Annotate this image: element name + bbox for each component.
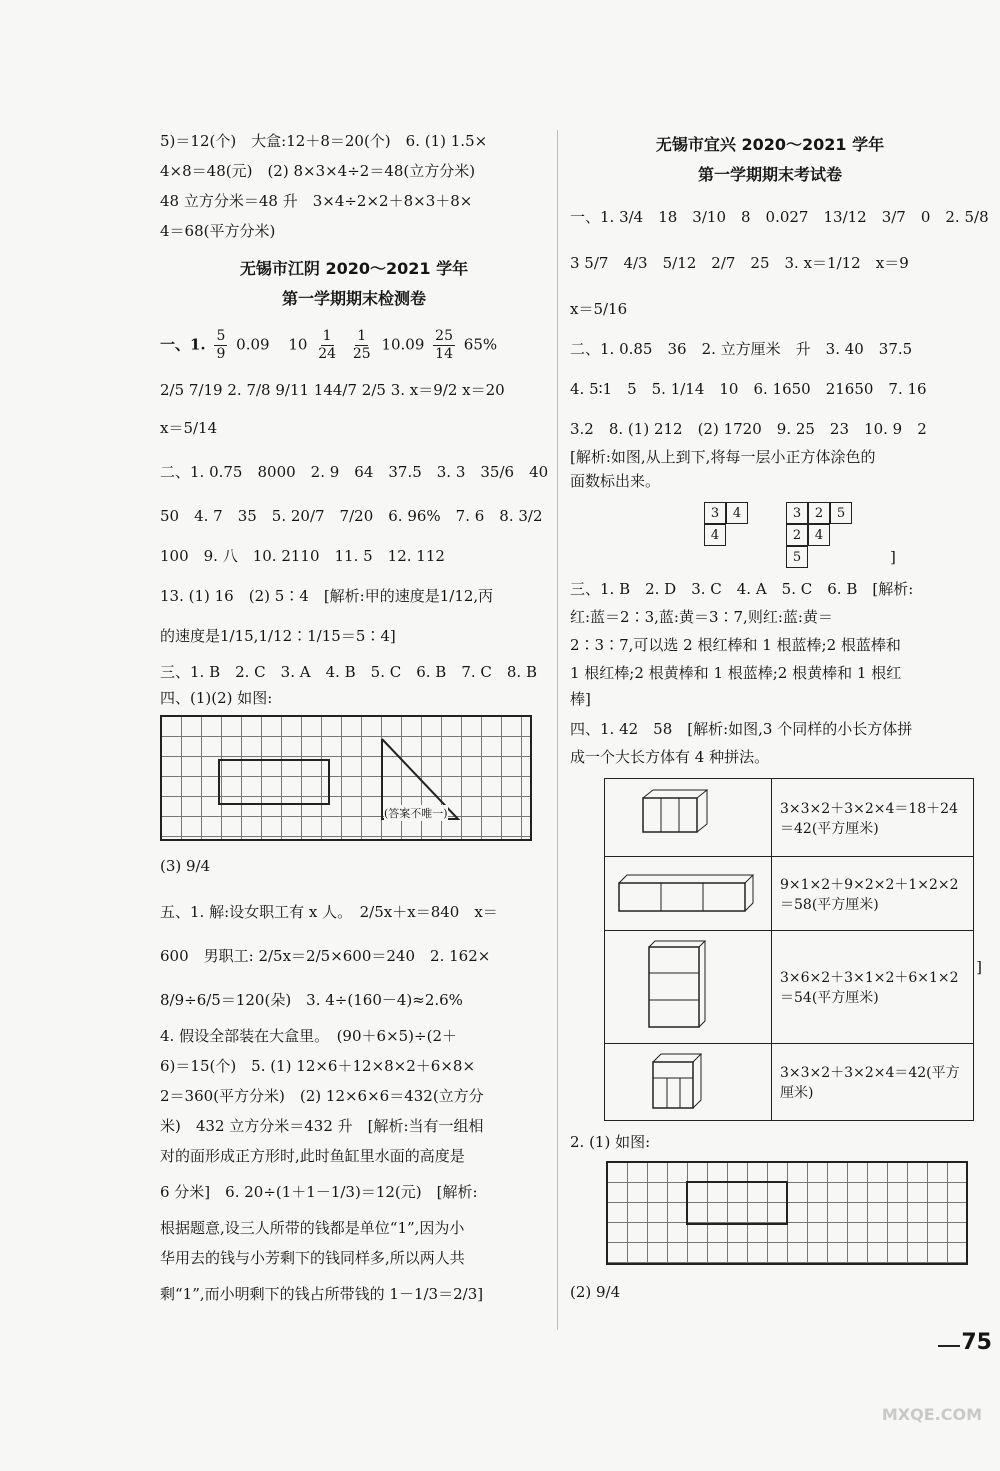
cube-figure-1: [704, 502, 748, 546]
answer-line: 2. (1) 如图:: [570, 1133, 651, 1151]
cube-figure-2: [786, 502, 852, 568]
formula-cell: 3×3×2＋3×2×4＝42(平方厘米): [772, 1044, 974, 1121]
answer-value: 0.09: [236, 335, 270, 354]
answer-line: 2＝360(平方分米) (2) 12×6×6＝432(立方分: [160, 1087, 484, 1105]
answer-line: (2) 9/4: [570, 1283, 621, 1301]
table-row: [605, 1044, 974, 1121]
figure-cell: [605, 857, 772, 931]
answer-line: [解析:如图,从上到下,将每一层小正方体涂色的: [570, 448, 876, 466]
rectangle-shape: [218, 759, 330, 805]
section-title: 无锡市宜兴 2020～2021 学年: [655, 135, 885, 154]
answer-value: 10.09: [381, 335, 425, 354]
cube-figures: [704, 502, 970, 568]
formula-cell: 9×1×2＋9×2×2＋1×2×2＝58(平方厘米): [772, 857, 974, 931]
page-dash: [938, 1345, 960, 1347]
answer-line: 四、1. 42 58 [解析:如图,3 个同样的小长方体拼: [570, 720, 913, 738]
cube-cell: 2: [786, 524, 808, 546]
cube-cell-empty: [830, 546, 852, 568]
answer-line: 3.2 8. (1) 212 (2) 1720 9. 25 23 10. 9 2: [570, 420, 927, 438]
cuboid-figure: [613, 867, 763, 917]
answer-line: 一、1. 3/4 18 3/10 8 0.027 13/12 3/7 0 2. 5/8: [570, 208, 989, 226]
left-column: [160, 130, 548, 1305]
formula-cell: 3×6×2＋3×1×2＋6×1×2＝54(平方厘米): [772, 931, 974, 1044]
answer-line: 剩“1”,而小明剩下的钱占所带钱的 1－1/3＝2/3]: [160, 1285, 484, 1303]
answer-line: 4. 5∶1 5 5. 1/14 10 6. 1650 21650 7. 16: [570, 380, 927, 398]
answer-line: 五、1. 解:设女职工有 x 人。 2/5x＋x＝840 x＝: [160, 903, 498, 921]
answer-line: 四、(1)(2) 如图:: [160, 689, 273, 707]
answer-line: 华用去的钱与小芳剩下的钱同样多,所以两人共: [160, 1249, 465, 1267]
cube-cell: 2: [808, 502, 830, 524]
answer-line: 600 男职工: 2/5x＝2/5×600＝240 2. 162×: [160, 947, 491, 965]
right-column: [570, 130, 989, 1303]
table-row: [605, 779, 974, 857]
answer-line: 2∶3∶7,可以选 2 根红棒和 1 根蓝棒;2 根蓝棒和: [570, 636, 901, 654]
answer-line: 棒]: [570, 690, 591, 708]
answer-line: [160, 328, 548, 363]
cube-cell-empty: [830, 524, 852, 546]
cube-cell: 4: [704, 524, 726, 546]
answer-line: 100 9. 八 10. 2110 11. 5 12. 112: [160, 547, 445, 565]
solution-table-wrap: [604, 778, 982, 1121]
answer-line: 成一个大长方体有 4 种拼法。: [570, 748, 770, 766]
grid-figure: [160, 715, 532, 841]
watermark: MXQE.COM: [881, 1405, 982, 1424]
answer-line: (3) 9/4: [160, 857, 211, 875]
fraction: $\frac{25}{14}$: [435, 328, 453, 362]
answer-line: 8/9÷6/5＝120(朵) 3. 4÷(160－4)≈2.6%: [160, 991, 463, 1009]
answer-line: 面数标出来。: [570, 472, 661, 490]
cuboid-figure: [613, 935, 723, 1035]
answer-line: 对的面形成正方形时,此时鱼缸里水面的高度是: [160, 1147, 465, 1165]
figure-cell: [605, 779, 772, 857]
cube-cell: 3: [786, 502, 808, 524]
answer-value: 65%: [463, 335, 498, 354]
answer-line: 3 5/7 4/3 5/12 2/7 25 3. x＝1/12 x＝9: [570, 254, 909, 272]
cube-cell: 5: [786, 546, 808, 568]
answer-line: 红:蓝＝2∶3,蓝:黄＝3∶7,则红:蓝:黄＝: [570, 608, 833, 626]
figure-cell: [605, 931, 772, 1044]
rectangle-shape: [686, 1181, 788, 1225]
solution-table: [604, 778, 974, 1121]
fraction: $\frac{5}{9}$: [216, 328, 226, 362]
answer-line: 6 分米] 6. 20÷(1＋1－1/3)＝12(元) [解析:: [160, 1183, 478, 1201]
bracket-close: ]: [976, 958, 982, 976]
text-line: 4×8＝48(元) (2) 8×3×4÷2＝48(立方分米): [160, 162, 476, 180]
table-row: [605, 931, 974, 1044]
answer-line: 根据题意,设三人所带的钱都是单位“1”,因为小: [160, 1219, 465, 1237]
cuboid-figure: [613, 1048, 723, 1112]
bracket-close: ]: [890, 548, 896, 566]
section-subtitle: 第一学期期末检测卷: [281, 289, 426, 308]
answer-value: 10: [288, 335, 308, 354]
cube-cell: 5: [830, 502, 852, 524]
answer-line: 2/5 7/19 2. 7/8 9/11 144/7 2/5 3. x＝9/2 x＝20: [160, 381, 505, 399]
answer-line: 的速度是1/15,1/12∶1/15＝5∶4]: [160, 627, 396, 645]
text-line: 5)＝12(个) 大盒:12＋8＝20(个) 6. (1) 1.5×: [160, 132, 488, 150]
cube-cell: 4: [808, 524, 830, 546]
answer-line: 4. 假设全部装在大盒里。 (90＋6×5)÷(2＋: [160, 1027, 457, 1045]
cube-cell-empty: [726, 524, 748, 546]
answer-line: 13. (1) 16 (2) 5∶4 [解析:甲的速度是1/12,丙: [160, 587, 494, 605]
section-subtitle: 第一学期期末考试卷: [697, 165, 842, 184]
cube-cell: 4: [726, 502, 748, 524]
section-title: 无锡市江阴 2020～2021 学年: [239, 259, 469, 278]
answer-line: 1 根红棒;2 根黄棒和 1 根蓝棒;2 根黄棒和 1 根红: [570, 664, 902, 682]
fraction: $\frac{1}{24}$: [318, 328, 337, 362]
grid-note: (答案不唯一): [384, 807, 448, 820]
text-line: 48 立方分米＝48 升 3×4÷2×2＋8×3＋8×: [160, 192, 473, 210]
cuboid-figure: [613, 786, 723, 846]
table-row: [605, 857, 974, 931]
answer-line: x＝5/14: [160, 419, 218, 437]
text-line: 4＝68(平方分米): [160, 222, 276, 240]
answer-line: 三、1. B 2. D 3. C 4. A 5. C 6. B [解析:: [570, 580, 914, 598]
answer-line: 6)＝15(个) 5. (1) 12×6＋12×8×2＋6×8×: [160, 1057, 476, 1075]
question-label: 一、1.: [160, 335, 206, 354]
answer-line: 二、1. 0.85 36 2. 立方厘米 升 3. 40 37.5: [570, 340, 913, 358]
answer-line: 米) 432 立方分米＝432 升 [解析:当有一组相: [160, 1117, 484, 1135]
column-divider: [557, 130, 558, 1330]
cube-cell-empty: [808, 546, 830, 568]
answer-line: x＝5/16: [570, 300, 628, 318]
fraction: $\frac{1}{25}$: [352, 328, 371, 362]
page-number: 75: [961, 1330, 992, 1355]
grid-figure: [606, 1161, 968, 1265]
answer-line: 50 4. 7 35 5. 20/7 7/20 6. 96% 7. 6 8. 3/2: [160, 507, 543, 525]
figure-cell: [605, 1044, 772, 1121]
cube-cell: 3: [704, 502, 726, 524]
answer-line: 二、1. 0.75 8000 2. 9 64 37.5 3. 3 35/6 40: [160, 463, 549, 481]
answer-line: 三、1. B 2. C 3. A 4. B 5. C 6. B 7. C 8. B: [160, 663, 537, 681]
formula-cell: 3×3×2＋3×2×4＝18＋24＝42(平方厘米): [772, 779, 974, 857]
